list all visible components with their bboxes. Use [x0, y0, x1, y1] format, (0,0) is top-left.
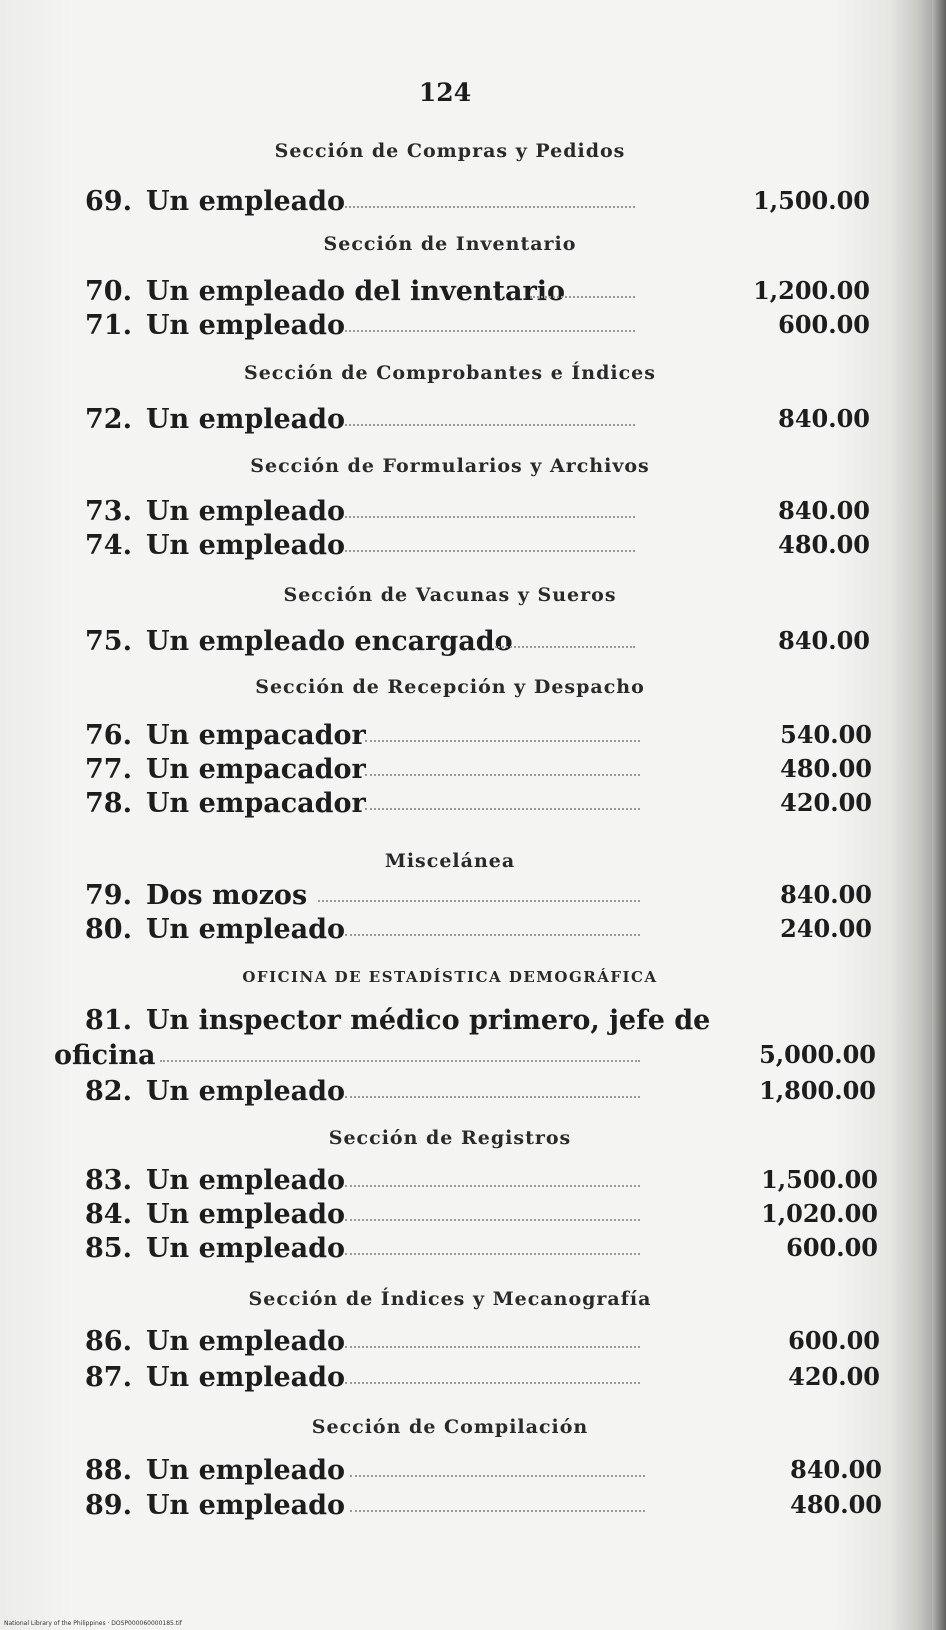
item-number: 88. [85, 1455, 132, 1486]
item-amount: 840.00 [778, 496, 870, 525]
item-amount: 1,500.00 [753, 186, 870, 215]
leader-dots [345, 1382, 640, 1384]
item-amount: 1,020.00 [761, 1199, 878, 1228]
item-description: Un empleado [146, 1326, 346, 1357]
leader-dots [365, 740, 640, 742]
item-description: Un empleado [146, 530, 346, 561]
item-number: 71. [85, 310, 132, 341]
item-amount: 1,800.00 [759, 1076, 876, 1105]
item-amount: 240.00 [780, 914, 872, 943]
item-number: 82. [85, 1076, 132, 1107]
item-amount: 840.00 [790, 1455, 882, 1484]
leader-dots [365, 774, 640, 776]
section-heading-compilacion: Sección de Compilación [311, 1416, 589, 1438]
item-amount: 480.00 [780, 754, 872, 783]
leader-dots [345, 1185, 640, 1187]
item-number: 85. [85, 1233, 132, 1264]
item-number: 72. [85, 404, 132, 435]
section-heading-registros: Sección de Registros [328, 1127, 572, 1149]
page-number: 124 [418, 78, 472, 107]
leader-dots [345, 206, 635, 208]
item-number: 80. [85, 914, 132, 945]
list-item [0, 1362, 946, 1398]
section-heading-miscelanea: Miscelánea [384, 850, 516, 872]
list-item [0, 1165, 946, 1201]
leader-dots [530, 296, 635, 298]
item-description: Un empleado [146, 1455, 346, 1486]
section-heading-indices: Sección de Índices y Mecanografía [248, 1288, 652, 1310]
list-item [0, 1199, 946, 1235]
list-item [0, 276, 946, 312]
item-number: 76. [85, 720, 132, 751]
leader-dots [345, 516, 635, 518]
leader-dots [345, 1096, 640, 1098]
list-item [0, 1005, 946, 1041]
scan-footer: National Library of the Philippines · DOSP000060000185.tif [4, 1620, 182, 1627]
item-number: 87. [85, 1362, 132, 1393]
item-description: Un empleado [146, 404, 346, 435]
item-number: 81. [85, 1005, 132, 1036]
leader-dots [345, 1346, 640, 1348]
list-item [0, 496, 946, 532]
section-heading-compras: Sección de Compras y Pedidos [274, 140, 626, 162]
leader-dots [345, 330, 635, 332]
leader-dots [345, 934, 640, 936]
item-amount: 1,200.00 [753, 276, 870, 305]
leader-dots [350, 1510, 645, 1512]
item-description: Un empleado del inventario [146, 276, 565, 307]
list-item [0, 186, 946, 222]
list-item [0, 530, 946, 566]
list-item-continuation [0, 1040, 946, 1076]
item-amount: 840.00 [780, 880, 872, 909]
section-heading-inventario: Sección de Inventario [323, 233, 577, 255]
item-amount: 420.00 [788, 1362, 880, 1391]
leader-dots [345, 424, 635, 426]
list-item [0, 626, 946, 662]
item-amount: 540.00 [780, 720, 872, 749]
item-amount: 600.00 [786, 1233, 878, 1262]
item-description: Un empleado [146, 186, 346, 217]
item-description: Un empleado [146, 310, 346, 341]
item-description: Un empacador [146, 720, 366, 751]
item-number: 77. [85, 754, 132, 785]
leader-dots [345, 550, 635, 552]
item-description: Un empacador [146, 754, 366, 785]
list-item [0, 1455, 946, 1491]
item-number: 83. [85, 1165, 132, 1196]
section-heading-comprobantes: Sección de Comprobantes e Índices [244, 362, 656, 384]
item-description: Un empleado [146, 1490, 346, 1521]
list-item [0, 880, 946, 916]
item-description: Un empleado [146, 1076, 346, 1107]
item-description: Un empleado [146, 1362, 346, 1393]
item-description-continuation: oficina [54, 1040, 156, 1071]
item-number: 84. [85, 1199, 132, 1230]
list-item [0, 788, 946, 824]
section-heading-formularios: Sección de Formularios y Archivos [250, 455, 650, 477]
item-amount: 840.00 [778, 626, 870, 655]
item-description: Dos mozos [146, 880, 308, 911]
item-description: Un empacador [146, 788, 366, 819]
item-number: 70. [85, 276, 132, 307]
item-number: 73. [85, 496, 132, 527]
item-description: Un inspector médico primero, jefe de [146, 1005, 711, 1036]
item-description: Un empleado [146, 1165, 346, 1196]
leader-dots [495, 646, 635, 648]
item-amount: 840.00 [778, 404, 870, 433]
list-item [0, 404, 946, 440]
item-number: 79. [85, 880, 132, 911]
item-description: Un empleado encargado [146, 626, 513, 657]
list-item [0, 1076, 946, 1112]
item-amount: 420.00 [780, 788, 872, 817]
item-amount: 480.00 [778, 530, 870, 559]
item-description: Un empleado [146, 496, 346, 527]
item-amount: 600.00 [788, 1326, 880, 1355]
leader-dots [318, 900, 640, 902]
list-item [0, 310, 946, 346]
item-description: Un empleado [146, 914, 346, 945]
section-heading-recepcion: Sección de Recepción y Despacho [255, 676, 645, 698]
leader-dots [345, 1253, 640, 1255]
list-item [0, 1490, 946, 1526]
item-amount: 1,500.00 [761, 1165, 878, 1194]
item-number: 75. [85, 626, 132, 657]
list-item [0, 1326, 946, 1362]
leader-dots [345, 1219, 640, 1221]
item-description: Un empleado [146, 1233, 346, 1264]
item-number: 86. [85, 1326, 132, 1357]
item-amount: 600.00 [778, 310, 870, 339]
item-number: 89. [85, 1490, 132, 1521]
item-number: 78. [85, 788, 132, 819]
leader-dots [160, 1060, 640, 1062]
item-description: Un empleado [146, 1199, 346, 1230]
item-amount: 5,000.00 [759, 1040, 876, 1069]
office-heading-estadistica: OFICINA DE ESTADÍSTICA DEMOGRÁFICA [242, 968, 658, 986]
section-heading-vacunas: Sección de Vacunas y Sueros [283, 584, 617, 606]
list-item [0, 914, 946, 950]
list-item [0, 1233, 946, 1269]
list-item [0, 720, 946, 756]
item-number: 74. [85, 530, 132, 561]
item-amount: 480.00 [790, 1490, 882, 1519]
list-item [0, 754, 946, 790]
item-number: 69. [85, 186, 132, 217]
leader-dots [350, 1475, 645, 1477]
leader-dots [365, 808, 640, 810]
